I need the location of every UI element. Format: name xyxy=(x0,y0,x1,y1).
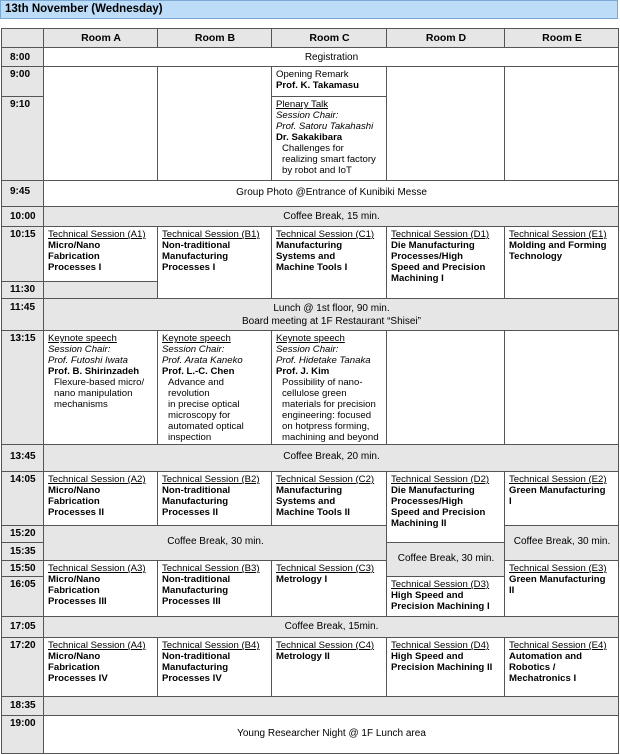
session-label: Technical Session (E1) xyxy=(509,229,607,240)
session-title-line: Processes/High xyxy=(391,496,463,507)
session-title-line: Molding and Forming xyxy=(509,240,607,251)
session-title-line: Processes I xyxy=(162,262,216,273)
session-title-line: Processes IV xyxy=(48,673,108,684)
empty-cell xyxy=(43,281,158,299)
session-title-line: Robotics / xyxy=(509,662,556,673)
keynote-speaker: Prof. B. Shirinzadeh xyxy=(48,366,140,377)
time-slot: 13:15 xyxy=(1,330,44,445)
plenary-talk-line: realizing smart factory xyxy=(282,154,376,165)
plenary-speaker: Dr. Sakakibara xyxy=(276,132,343,143)
keynote-talk-line: Possibility of nano- xyxy=(282,377,363,388)
time-slot: 19:00 xyxy=(1,715,44,754)
session-title-line: High Speed and xyxy=(391,651,464,662)
session-title-line: Metrology I xyxy=(276,574,328,585)
time-slot: 9:00 xyxy=(1,66,44,97)
session-a2 xyxy=(43,471,158,526)
empty-cell xyxy=(504,66,619,181)
session-d3 xyxy=(386,576,505,617)
session-title-line: Processes III xyxy=(162,596,221,607)
keynote-chair-label: Session Chair: xyxy=(162,344,225,355)
time-slot: 15:35 xyxy=(1,542,44,561)
day-header: 13th November (Wednesday) xyxy=(0,0,618,19)
coffee-break-cell: Coffee Break, 15 min. xyxy=(43,206,619,227)
empty-cell xyxy=(386,330,505,445)
time-slot: 11:45 xyxy=(1,298,44,331)
time-slot: 14:05 xyxy=(1,471,44,526)
session-title-line: I xyxy=(509,496,512,507)
session-title-line: Fabrication xyxy=(48,662,100,673)
session-title-line: Processes II xyxy=(162,507,219,518)
room-header-c: Room C xyxy=(271,28,387,48)
session-d4 xyxy=(386,637,505,697)
room-header-d: Room D xyxy=(386,28,505,48)
session-title-line: Micro/Nano xyxy=(48,574,101,585)
session-label: Technical Session (C2) xyxy=(276,474,375,485)
young-researcher-night-cell: Young Researcher Night @ 1F Lunch area xyxy=(43,715,619,754)
session-e1 xyxy=(504,226,619,299)
session-a3 xyxy=(43,560,158,617)
session-title-line: Systems and xyxy=(276,251,336,262)
keynote-talk-line: Flexure-based micro/ xyxy=(54,377,145,388)
keynote-title: Keynote speech xyxy=(48,333,117,344)
empty-cell xyxy=(157,66,272,181)
session-label: Technical Session (E3) xyxy=(509,563,607,574)
keynote-talk-line: mechanisms xyxy=(54,399,108,410)
room-header-b: Room B xyxy=(157,28,272,48)
lunch-cell xyxy=(43,298,619,331)
keynote-speaker: Prof. L.-C. Chen xyxy=(162,366,235,377)
board-meeting-line: Board meeting at 1F Restaurant “Shisei” xyxy=(242,316,421,327)
session-title-line: Non-traditional xyxy=(162,485,231,496)
session-title-line: Metrology II xyxy=(276,651,330,662)
session-label: Technical Session (C4) xyxy=(276,640,375,651)
keynote-title: Keynote speech xyxy=(162,333,231,344)
plenary-talk-cell xyxy=(271,96,387,181)
time-slot: 13:45 xyxy=(1,444,44,472)
session-title-line: Machining II xyxy=(391,518,447,529)
session-b1 xyxy=(157,226,272,299)
session-title-line: Manufacturing xyxy=(276,485,343,496)
session-title-line: Speed and Precision xyxy=(391,262,486,273)
session-title-line: Micro/Nano xyxy=(48,240,101,251)
keynote-talk-line: cellulose green xyxy=(282,388,347,399)
room-header-e: Room E xyxy=(504,28,619,48)
keynote-chair: Prof. Hidetake Tanaka xyxy=(276,355,371,366)
time-slot: 17:20 xyxy=(1,637,44,697)
session-title-line: Manufacturing xyxy=(276,240,343,251)
session-e4 xyxy=(504,637,619,697)
session-title-line: Green Manufacturing xyxy=(509,574,606,585)
session-title-line: Die Manufacturing xyxy=(391,485,475,496)
session-c2 xyxy=(271,471,387,526)
session-title-line: Machining I xyxy=(391,273,444,284)
session-title-line: High Speed and xyxy=(391,590,464,601)
session-d1 xyxy=(386,226,505,299)
time-slot: 11:30 xyxy=(1,281,44,299)
session-label: Technical Session (C3) xyxy=(276,563,375,574)
time-slot: 9:45 xyxy=(1,180,44,207)
session-title-line: Mechatronics I xyxy=(509,673,577,684)
time-slot: 15:20 xyxy=(1,525,44,543)
session-label: Technical Session (B3) xyxy=(162,563,260,574)
session-title-line: Machine Tools I xyxy=(276,262,348,273)
session-label: Technical Session (A1) xyxy=(48,229,146,240)
session-title-line: Manufacturing xyxy=(162,585,229,596)
session-label: Technical Session (A2) xyxy=(48,474,146,485)
session-title-line: II xyxy=(509,585,515,596)
session-label: Technical Session (E2) xyxy=(509,474,607,485)
session-title-line: Processes/High xyxy=(391,251,463,262)
session-c1 xyxy=(271,226,387,299)
session-label: Technical Session (D1) xyxy=(391,229,490,240)
time-slot: 15:50 xyxy=(1,560,44,577)
time-slot: 10:00 xyxy=(1,206,44,227)
keynote-talk-line: Advance and revolution xyxy=(168,377,225,399)
session-e3 xyxy=(504,560,619,617)
plenary-talk-line: by robot and IoT xyxy=(282,165,352,176)
session-title-line: Non-traditional xyxy=(162,574,231,585)
session-a1 xyxy=(43,226,158,282)
room-header-a: Room A xyxy=(43,28,158,48)
session-label: Technical Session (A4) xyxy=(48,640,146,651)
keynote-chair: Prof. Futoshi Iwata xyxy=(48,355,128,366)
session-b3 xyxy=(157,560,272,617)
keynote-talk-line: automated optical xyxy=(168,421,244,432)
keynote-talk-line: engineering: focused xyxy=(282,410,372,421)
session-c3 xyxy=(271,560,387,617)
session-title-line: Precision Machining II xyxy=(391,662,493,673)
keynote-chair-label: Session Chair: xyxy=(276,344,339,355)
keynote-talk-line: in precise optical xyxy=(168,399,240,410)
empty-cell xyxy=(504,330,619,445)
session-title-line: Machine Tools II xyxy=(276,507,350,518)
keynote-talk-line: nano manipulation xyxy=(54,388,133,399)
time-slot: 17:05 xyxy=(1,616,44,638)
keynote-b xyxy=(157,330,272,445)
session-title-line: Fabrication xyxy=(48,585,100,596)
time-slot: 10:15 xyxy=(1,226,44,282)
plenary-chair: Prof. Satoru Takahashi xyxy=(276,121,374,132)
session-d2 xyxy=(386,471,505,543)
session-label: Technical Session (D2) xyxy=(391,474,490,485)
session-label: Technical Session (D3) xyxy=(391,579,490,590)
session-title-line: Processes II xyxy=(48,507,105,518)
session-title-line: Manufacturing xyxy=(162,251,229,262)
session-label: Technical Session (E4) xyxy=(509,640,607,651)
plenary-talk-line: Challenges for xyxy=(282,143,344,154)
session-title-line: Fabrication xyxy=(48,496,100,507)
opening-speaker: Prof. K. Takamasu xyxy=(276,80,359,91)
keynote-chair-label: Session Chair: xyxy=(48,344,111,355)
time-slot: 8:00 xyxy=(1,47,44,67)
session-title-line: Manufacturing xyxy=(162,662,229,673)
keynote-chair: Prof. Arata Kaneko xyxy=(162,355,243,366)
session-label: Technical Session (B4) xyxy=(162,640,260,651)
coffee-break-cell: Coffee Break, 30 min. xyxy=(43,525,387,561)
session-title-line: Non-traditional xyxy=(162,240,231,251)
session-c4 xyxy=(271,637,387,697)
session-title-line: Speed and Precision xyxy=(391,507,486,518)
session-label: Technical Session (B1) xyxy=(162,229,260,240)
time-slot: 16:05 xyxy=(1,576,44,617)
session-title-line: Systems and xyxy=(276,496,336,507)
session-title-line: Die Manufacturing xyxy=(391,240,475,251)
keynote-talk-line: materials for precision xyxy=(282,399,376,410)
session-label: Technical Session (C1) xyxy=(276,229,375,240)
registration-cell: Registration xyxy=(43,47,619,67)
session-e2 xyxy=(504,471,619,526)
opening-title: Opening Remark xyxy=(276,69,349,80)
session-title-line: Green Manufacturing xyxy=(509,485,606,496)
empty-cell xyxy=(386,66,505,181)
session-label: Technical Session (D4) xyxy=(391,640,490,651)
session-a4 xyxy=(43,637,158,697)
session-title-line: Processes IV xyxy=(162,673,222,684)
corner-cell xyxy=(1,28,44,48)
lunch-line: Lunch @ 1st floor, 90 min. xyxy=(273,303,390,314)
coffee-break-cell-e: Coffee Break, 30 min. xyxy=(504,525,619,561)
keynote-talk-line: machining and beyond xyxy=(282,432,379,443)
opening-remark-cell xyxy=(271,66,387,97)
keynote-a xyxy=(43,330,158,445)
empty-row xyxy=(43,696,619,716)
time-slot: 9:10 xyxy=(1,96,44,181)
coffee-break-cell-d: Coffee Break, 30 min. xyxy=(386,542,505,577)
session-title-line: Processes III xyxy=(48,596,107,607)
session-title-line: Micro/Nano xyxy=(48,651,101,662)
session-title-line: Fabrication xyxy=(48,251,100,262)
plenary-title: Plenary Talk xyxy=(276,99,329,110)
session-label: Technical Session (B2) xyxy=(162,474,260,485)
keynote-talk-line: microscopy for xyxy=(168,410,231,421)
keynote-talk-line: inspection xyxy=(168,432,212,443)
keynote-c xyxy=(271,330,387,445)
session-title-line: Non-traditional xyxy=(162,651,231,662)
keynote-talk-line: on hotpress forming, xyxy=(282,421,370,432)
session-title-line: Manufacturing xyxy=(162,496,229,507)
plenary-chair-label: Session Chair: xyxy=(276,110,339,121)
coffee-break-cell: Coffee Break, 15min. xyxy=(43,616,619,638)
session-label: Technical Session (A3) xyxy=(48,563,146,574)
session-b2 xyxy=(157,471,272,526)
session-title-line: Processes I xyxy=(48,262,102,273)
group-photo-cell: Group Photo @Entrance of Kunibiki Messe xyxy=(43,180,619,207)
session-title-line: Precision Machining I xyxy=(391,601,490,612)
keynote-title: Keynote speech xyxy=(276,333,345,344)
session-b4 xyxy=(157,637,272,697)
session-title-line: Technology xyxy=(509,251,563,262)
session-title-line: Automation and xyxy=(509,651,583,662)
keynote-speaker: Prof. J. Kim xyxy=(276,366,330,377)
time-slot: 18:35 xyxy=(1,696,44,716)
session-title-line: Micro/Nano xyxy=(48,485,101,496)
empty-cell xyxy=(43,66,158,181)
coffee-break-cell: Coffee Break, 20 min. xyxy=(43,444,619,472)
